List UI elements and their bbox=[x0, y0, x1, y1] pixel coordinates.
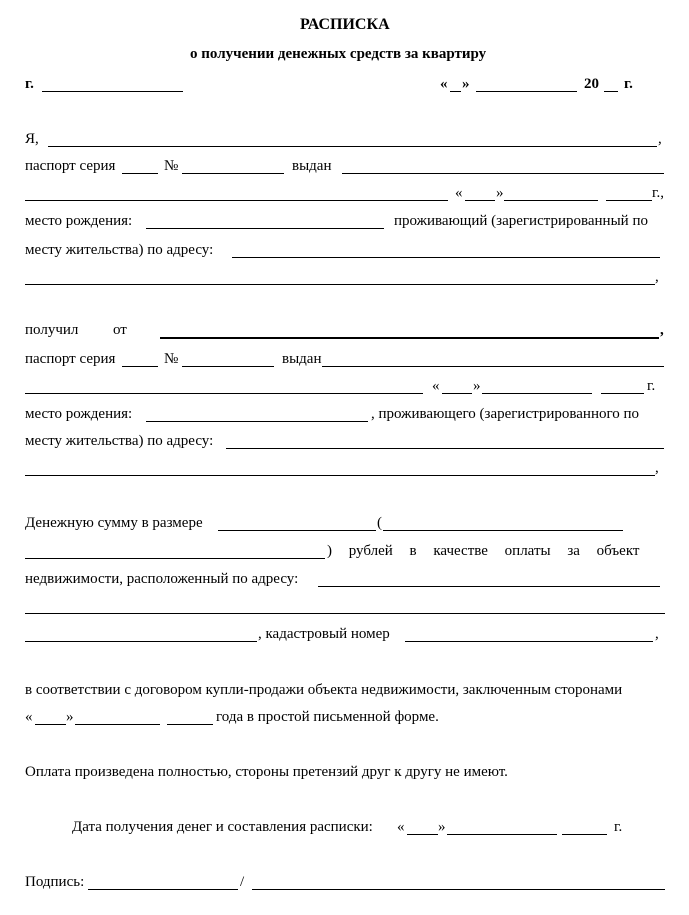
receiver-address-field[interactable] bbox=[232, 257, 660, 258]
document-subtitle: о получении денежных средств за квартиру bbox=[190, 46, 487, 62]
receiver-address-field-2[interactable] bbox=[25, 284, 655, 285]
payer-issued-label: выдан bbox=[282, 351, 322, 367]
contract-line: в соответствии с договором купли-продажи объекта недвижимости, заключенным сторонами bbox=[25, 682, 623, 698]
receiver-passport-series-field[interactable] bbox=[122, 173, 158, 174]
payer-passport-number-field[interactable] bbox=[182, 366, 274, 367]
payer-end-comma: , bbox=[655, 460, 659, 476]
contract-year-text: года в простой письменной форме. bbox=[216, 709, 439, 725]
payer-issue-year-field[interactable] bbox=[601, 393, 644, 394]
contract-month-field[interactable] bbox=[75, 724, 160, 725]
signature-slash: / bbox=[240, 874, 245, 890]
payer-address-field[interactable] bbox=[226, 448, 664, 449]
header-year-suffix: г. bbox=[624, 76, 633, 92]
payer-address-label: месту жительства) по адресу: bbox=[25, 433, 214, 449]
city-field[interactable] bbox=[42, 91, 183, 92]
receiver-number-sign: № bbox=[164, 158, 179, 174]
payer-issued-by-field-2[interactable] bbox=[25, 393, 423, 394]
contract-year-field[interactable] bbox=[167, 724, 213, 725]
receipt-month-field[interactable] bbox=[447, 834, 557, 835]
receiver-issue-year-field[interactable] bbox=[606, 200, 652, 201]
cadastral-end-comma: , bbox=[655, 626, 659, 642]
receiver-year-suffix: г., bbox=[652, 185, 664, 201]
receipt-date-open: « bbox=[397, 819, 405, 835]
receiver-address-label: месту жительства) по адресу: bbox=[25, 242, 214, 258]
amount-digits-field[interactable] bbox=[218, 530, 376, 531]
payer-issued-by-field[interactable] bbox=[322, 366, 664, 367]
payer-passport-label: паспорт серия bbox=[25, 351, 116, 367]
contract-date-close: » bbox=[66, 709, 74, 725]
payment-note: Оплата произведена полностью, стороны претензий друг к другу не имеют. bbox=[25, 764, 508, 780]
header-date-close: » bbox=[462, 76, 470, 92]
header-year-label: 20 bbox=[584, 76, 599, 92]
city-label: г. bbox=[25, 76, 34, 92]
receipt-date-close: » bbox=[438, 819, 446, 835]
receiver-issued-by-field-2[interactable] bbox=[25, 200, 448, 201]
header-year-field[interactable] bbox=[604, 91, 618, 92]
signature-name-field[interactable] bbox=[252, 889, 665, 890]
header-month-field[interactable] bbox=[476, 91, 577, 92]
receipt-day-field[interactable] bbox=[407, 834, 438, 835]
receiver-name-comma: , bbox=[658, 131, 662, 147]
amount-label: Денежную сумму в размере bbox=[25, 515, 203, 531]
receiver-birthplace-field[interactable] bbox=[146, 228, 384, 229]
property-address-field-2[interactable] bbox=[25, 613, 665, 614]
receiver-passport-number-field[interactable] bbox=[182, 173, 284, 174]
receiver-residing-label: проживающий (зарегистрированный по bbox=[394, 213, 648, 229]
payer-birthplace-label: место рождения: bbox=[25, 406, 133, 422]
header-date-open: « bbox=[440, 76, 448, 92]
receiver-issue-day-field[interactable] bbox=[465, 200, 495, 201]
receiver-issue-month-field[interactable] bbox=[504, 200, 598, 201]
payer-issue-month-field[interactable] bbox=[482, 393, 592, 394]
property-address-label: недвижимости, расположенный по адресу: bbox=[25, 571, 299, 587]
payer-date-open: « bbox=[432, 378, 440, 394]
amount-rest-line: ) рублей в качестве оплаты за объект bbox=[327, 543, 640, 559]
receiver-birthplace-label: место рождения: bbox=[25, 213, 133, 229]
payer-birthplace-field[interactable] bbox=[146, 421, 368, 422]
receiver-name-field[interactable] bbox=[48, 146, 657, 147]
signature-field[interactable] bbox=[88, 889, 238, 890]
document-title: РАСПИСКА bbox=[300, 16, 390, 33]
contract-date-open: « bbox=[25, 709, 33, 725]
receiver-passport-label: паспорт серия bbox=[25, 158, 116, 174]
receiver-end-comma: , bbox=[655, 269, 659, 285]
amount-paren-open: ( bbox=[377, 515, 382, 531]
payer-address-field-2[interactable] bbox=[25, 475, 655, 476]
ya-label: Я, bbox=[25, 131, 39, 147]
payer-residing-label: , проживающего (зарегистрированного по bbox=[371, 406, 640, 422]
receipt-year-field[interactable] bbox=[562, 834, 607, 835]
receiver-date-close: » bbox=[496, 185, 504, 201]
payer-passport-series-field[interactable] bbox=[122, 366, 158, 367]
received-label: получил bbox=[25, 322, 79, 338]
from-label: от bbox=[113, 322, 127, 338]
payer-date-close: » bbox=[473, 378, 481, 394]
receiver-issued-by-field[interactable] bbox=[342, 173, 664, 174]
amount-words-field[interactable] bbox=[383, 530, 623, 531]
receiver-issued-label: выдан bbox=[292, 158, 332, 174]
signature-label: Подпись: bbox=[25, 874, 85, 890]
property-address-field-3[interactable] bbox=[25, 641, 257, 642]
payer-name-comma: , bbox=[660, 322, 664, 338]
payer-issue-day-field[interactable] bbox=[442, 393, 472, 394]
payer-year-suffix: г. bbox=[647, 378, 656, 394]
cadastral-label: , кадастровый номер bbox=[258, 626, 390, 642]
header-day-field[interactable] bbox=[450, 91, 461, 92]
payer-number-sign: № bbox=[164, 351, 179, 367]
receiver-date-open: « bbox=[455, 185, 463, 201]
cadastral-number-field[interactable] bbox=[405, 641, 653, 642]
payer-name-field[interactable] bbox=[160, 337, 659, 339]
contract-day-field[interactable] bbox=[35, 724, 66, 725]
receipt-year-suffix: г. bbox=[614, 819, 623, 835]
amount-words-field-2[interactable] bbox=[25, 558, 325, 559]
receipt-date-label: Дата получения денег и составления расписки: bbox=[72, 819, 373, 835]
property-address-field[interactable] bbox=[318, 586, 660, 587]
